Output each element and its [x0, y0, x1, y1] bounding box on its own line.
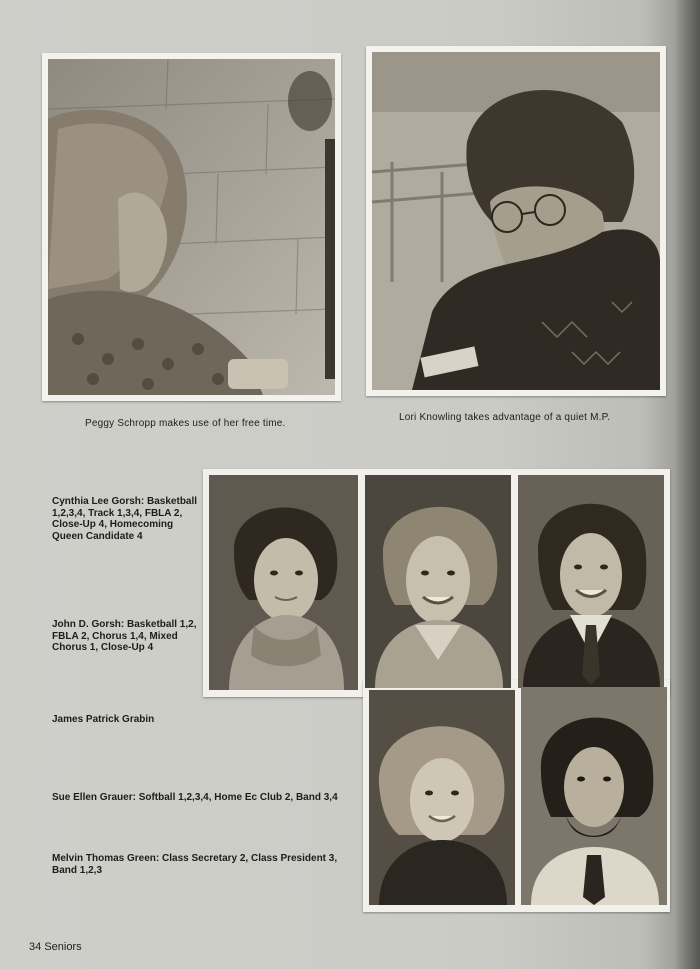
candid-photo-lori [366, 46, 666, 396]
page-number: 34 [29, 941, 42, 953]
caption-peggy: Peggy Schropp makes use of her free time. [85, 418, 286, 429]
portrait-james-grabin [518, 475, 664, 688]
bio-cynthia-gorsh: Cynthia Lee Gorsh: Basketball 1,2,3,4, Track 1,3,4, FBLA 2, Close-Up 4, Homecoming Queen Candidate 4 [52, 496, 198, 542]
caption-lori: Lori Knowling takes advantage of a quiet M.P. [399, 412, 611, 423]
candid-photo-peggy [42, 53, 341, 401]
portrait-sue-grauer [369, 690, 515, 905]
portrait-cynthia-gorsh [209, 475, 358, 690]
bio-james-grabin: James Patrick Grabin [52, 714, 155, 725]
portrait-john-gorsh [365, 475, 511, 688]
section-name: Seniors [44, 941, 82, 953]
portrait-melvin-green [521, 687, 667, 905]
page-binding-shadow [674, 0, 700, 969]
bio-john-gorsh: John D. Gorsh: Basketball 1,2, FBLA 2, Chorus 1,4, Mixed Chorus 1, Close-Up 4 [52, 619, 197, 653]
bio-sue-grauer: Sue Ellen Grauer: Softball 1,2,3,4, Home Ec Club 2, Band 3,4 [52, 792, 338, 803]
page-footer [29, 941, 82, 953]
bio-melvin-green: Melvin Thomas Green: Class Secretary 2, Class President 3, Band 1,2,3 [52, 853, 338, 876]
